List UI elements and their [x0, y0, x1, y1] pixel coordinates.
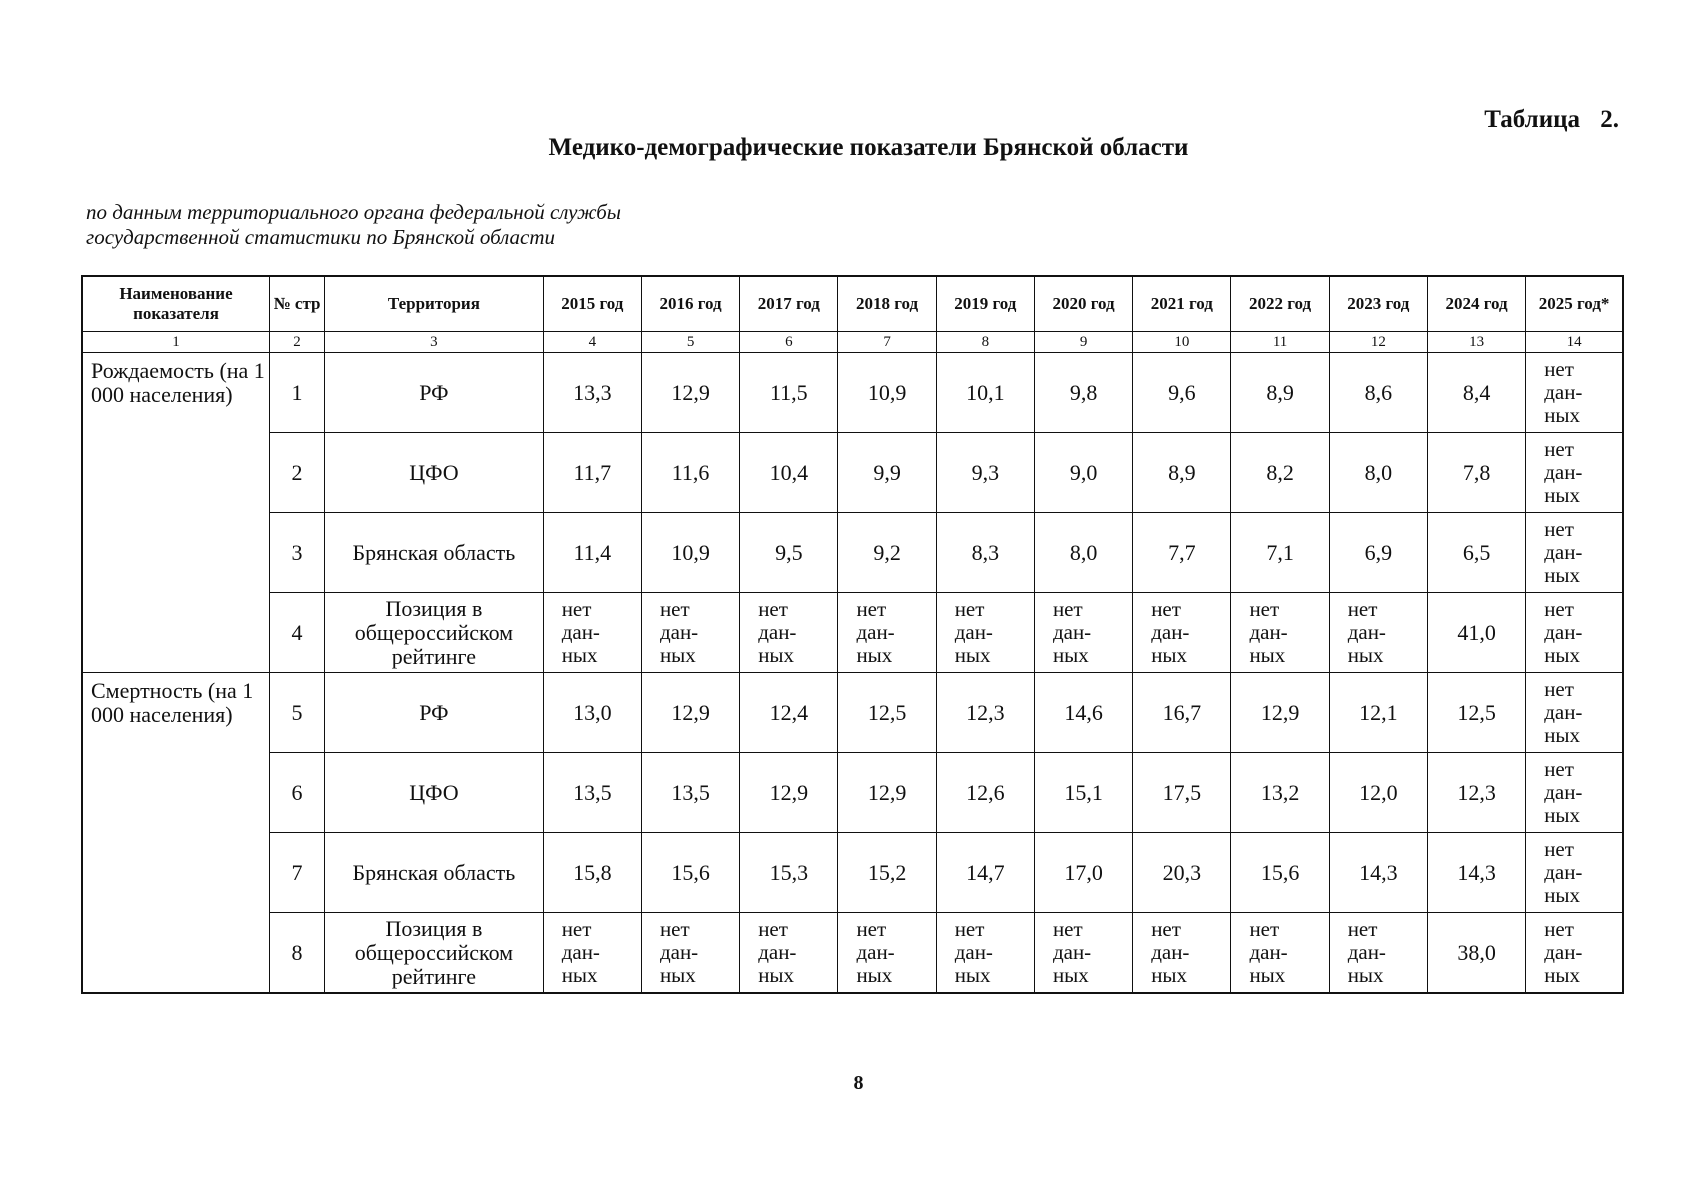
value-cell: нет дан- ных	[1526, 353, 1623, 433]
table-row	[82, 833, 1623, 913]
header-year-2021: 2021 год	[1133, 276, 1231, 332]
value-cell: нет дан- ных	[1231, 593, 1329, 673]
demographic-indicators-table	[81, 275, 1624, 994]
source-note-line-1: по данным территориального органа федеральной службы	[86, 200, 621, 224]
header-year-2024: 2024 год	[1427, 276, 1525, 332]
value-cell: 9,2	[838, 513, 936, 593]
value-cell: нет дан- ных	[1526, 433, 1623, 513]
value-cell: нет дан- ных	[1034, 593, 1132, 673]
value-cell: 10,4	[740, 433, 838, 513]
value-cell: 14,3	[1427, 833, 1525, 913]
table-label: Таблица 2.	[1484, 106, 1619, 133]
table-row	[82, 433, 1623, 513]
table-row	[82, 593, 1623, 673]
value-cell: 11,6	[641, 433, 739, 513]
value-cell: нет дан- ных	[838, 593, 936, 673]
territory-cell: РФ	[325, 673, 544, 753]
header-year-2016: 2016 год	[641, 276, 739, 332]
value-cell: 7,8	[1427, 433, 1525, 513]
value-cell: нет дан- ных	[1034, 913, 1132, 994]
column-number: 3	[325, 332, 544, 353]
value-cell: нет дан- ных	[1526, 753, 1623, 833]
value-cell: 12,3	[1427, 753, 1525, 833]
table-row	[82, 513, 1623, 593]
value-cell: 14,7	[936, 833, 1034, 913]
column-number: 11	[1231, 332, 1329, 353]
column-number: 13	[1427, 332, 1525, 353]
row-number-cell: 8	[269, 913, 324, 994]
value-cell: нет дан- ных	[936, 593, 1034, 673]
source-note	[86, 200, 621, 250]
value-cell: 14,3	[1329, 833, 1427, 913]
column-number: 12	[1329, 332, 1427, 353]
column-number: 4	[543, 332, 641, 353]
column-number: 9	[1034, 332, 1132, 353]
value-cell: нет дан- ных	[543, 593, 641, 673]
value-cell: 9,9	[838, 433, 936, 513]
row-number-cell: 6	[269, 753, 324, 833]
value-cell: 15,6	[1231, 833, 1329, 913]
territory-cell: РФ	[325, 353, 544, 433]
value-cell: 12,9	[1231, 673, 1329, 753]
value-cell: 11,4	[543, 513, 641, 593]
value-cell: 13,5	[543, 753, 641, 833]
value-cell: 17,0	[1034, 833, 1132, 913]
value-cell: 13,2	[1231, 753, 1329, 833]
table-row	[82, 673, 1623, 753]
header-year-2017: 2017 год	[740, 276, 838, 332]
value-cell: 12,9	[641, 353, 739, 433]
row-number-cell: 4	[269, 593, 324, 673]
value-cell: 7,1	[1231, 513, 1329, 593]
territory-cell: ЦФО	[325, 753, 544, 833]
column-number: 1	[82, 332, 269, 353]
row-number-cell: 1	[269, 353, 324, 433]
page-title: Медико-демографические показатели Брянской области	[548, 134, 1189, 161]
value-cell: нет дан- ных	[1329, 913, 1427, 994]
table-row	[82, 753, 1623, 833]
column-number: 14	[1526, 332, 1623, 353]
value-cell: 9,6	[1133, 353, 1231, 433]
value-cell: 8,0	[1034, 513, 1132, 593]
row-number-cell: 3	[269, 513, 324, 593]
value-cell: 13,5	[641, 753, 739, 833]
value-cell: нет дан- ных	[1526, 593, 1623, 673]
header-year-2023: 2023 год	[1329, 276, 1427, 332]
header-indicator: Наименование показателя	[82, 276, 269, 332]
value-cell: нет дан- ных	[641, 593, 739, 673]
header-row-number: № стр	[269, 276, 324, 332]
value-cell: 10,9	[641, 513, 739, 593]
value-cell: 11,7	[543, 433, 641, 513]
value-cell: 12,6	[936, 753, 1034, 833]
value-cell: нет дан- ных	[1526, 913, 1623, 994]
territory-cell: Позиция в общероссийском рейтинге	[325, 593, 544, 673]
value-cell: 15,6	[641, 833, 739, 913]
value-cell: нет дан- ных	[936, 913, 1034, 994]
row-number-cell: 7	[269, 833, 324, 913]
row-number-cell: 2	[269, 433, 324, 513]
header-row	[82, 276, 1623, 332]
header-year-2019: 2019 год	[936, 276, 1034, 332]
value-cell: 8,3	[936, 513, 1034, 593]
header-year-2020: 2020 год	[1034, 276, 1132, 332]
value-cell: 15,3	[740, 833, 838, 913]
value-cell: 8,2	[1231, 433, 1329, 513]
value-cell: 11,5	[740, 353, 838, 433]
value-cell: 12,5	[838, 673, 936, 753]
value-cell: нет дан- ных	[740, 593, 838, 673]
value-cell: 6,9	[1329, 513, 1427, 593]
table-row	[82, 913, 1623, 994]
value-cell: 10,9	[838, 353, 936, 433]
table-row	[82, 353, 1623, 433]
value-cell: 38,0	[1427, 913, 1525, 994]
column-number: 6	[740, 332, 838, 353]
value-cell: 8,9	[1231, 353, 1329, 433]
value-cell: 9,8	[1034, 353, 1132, 433]
header-year-2015: 2015 год	[543, 276, 641, 332]
value-cell: 8,4	[1427, 353, 1525, 433]
value-cell: 8,9	[1133, 433, 1231, 513]
territory-cell: Брянская область	[325, 513, 544, 593]
value-cell: 7,7	[1133, 513, 1231, 593]
header-year-2022: 2022 год	[1231, 276, 1329, 332]
value-cell: 41,0	[1427, 593, 1525, 673]
table-body	[82, 353, 1623, 994]
value-cell: 13,3	[543, 353, 641, 433]
value-cell: 15,2	[838, 833, 936, 913]
value-cell: 12,1	[1329, 673, 1427, 753]
indicator-name-cell: Смертность (на 1 000 населения)	[82, 673, 269, 994]
value-cell: 12,9	[641, 673, 739, 753]
value-cell: 14,6	[1034, 673, 1132, 753]
value-cell: нет дан- ных	[1133, 913, 1231, 994]
value-cell: 15,1	[1034, 753, 1132, 833]
value-cell: 12,4	[740, 673, 838, 753]
value-cell: 9,0	[1034, 433, 1132, 513]
value-cell: 12,9	[838, 753, 936, 833]
column-number: 7	[838, 332, 936, 353]
value-cell: 12,9	[740, 753, 838, 833]
value-cell: 17,5	[1133, 753, 1231, 833]
column-number: 8	[936, 332, 1034, 353]
value-cell: 6,5	[1427, 513, 1525, 593]
indicator-name-cell: Рождаемость (на 1 000 населения)	[82, 353, 269, 673]
value-cell: нет дан- ных	[1231, 913, 1329, 994]
value-cell: нет дан- ных	[740, 913, 838, 994]
value-cell: 12,0	[1329, 753, 1427, 833]
value-cell: нет дан- ных	[838, 913, 936, 994]
row-number-cell: 5	[269, 673, 324, 753]
value-cell: 15,8	[543, 833, 641, 913]
page-number: 8	[853, 1072, 864, 1094]
value-cell: нет дан- ных	[543, 913, 641, 994]
value-cell: 10,1	[936, 353, 1034, 433]
column-number: 10	[1133, 332, 1231, 353]
value-cell: нет дан- ных	[1133, 593, 1231, 673]
value-cell: 16,7	[1133, 673, 1231, 753]
value-cell: нет дан- ных	[1329, 593, 1427, 673]
column-number-row	[82, 332, 1623, 353]
value-cell: нет дан- ных	[1526, 673, 1623, 753]
column-number: 2	[269, 332, 324, 353]
header-year-2025: 2025 год*	[1526, 276, 1623, 332]
source-note-line-2: государственной статистики по Брянской области	[86, 225, 556, 249]
value-cell: 12,3	[936, 673, 1034, 753]
territory-cell: Брянская область	[325, 833, 544, 913]
value-cell: 9,3	[936, 433, 1034, 513]
value-cell: 20,3	[1133, 833, 1231, 913]
value-cell: 13,0	[543, 673, 641, 753]
value-cell: 12,5	[1427, 673, 1525, 753]
territory-cell: ЦФО	[325, 433, 544, 513]
value-cell: нет дан- ных	[1526, 833, 1623, 913]
header-territory: Территория	[325, 276, 544, 332]
value-cell: нет дан- ных	[1526, 513, 1623, 593]
value-cell: 9,5	[740, 513, 838, 593]
header-year-2018: 2018 год	[838, 276, 936, 332]
value-cell: 8,0	[1329, 433, 1427, 513]
column-number: 5	[641, 332, 739, 353]
value-cell: 8,6	[1329, 353, 1427, 433]
value-cell: нет дан- ных	[641, 913, 739, 994]
territory-cell: Позиция в общероссийском рейтинге	[325, 913, 544, 994]
